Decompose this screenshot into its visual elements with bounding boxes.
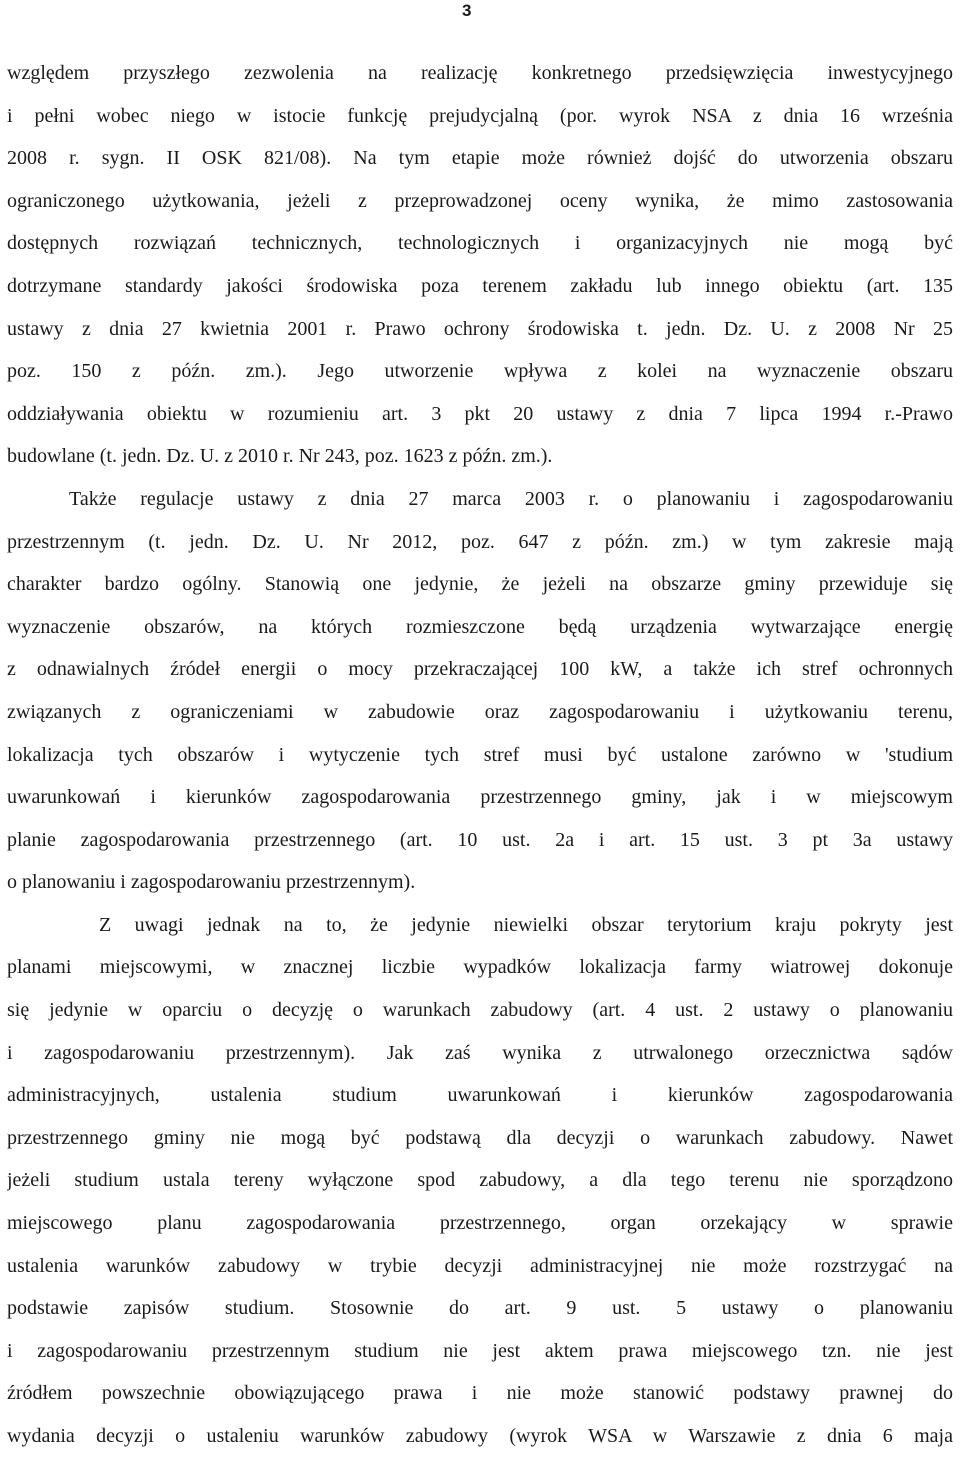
text-line: planami miejscowymi, w znacznej liczbie wypadków lokalizacja farmy wiatrowej dokonuje xyxy=(7,956,953,979)
text-line: się jedynie w oparciu o decyzję o warunkach zabudowy (art. 4 ust. 2 ustawy o planowaniu xyxy=(7,999,953,1022)
text-line: i zagospodarowaniu przestrzennym studium nie jest aktem prawa miejscowego tzn. nie jest xyxy=(7,1339,953,1362)
text-line: dostępnych rozwiązań technicznych, technologicznych i organizacyjnych nie mogą być xyxy=(7,232,953,255)
text-line: związanych z ograniczeniami w zabudowie oraz zagospodarowaniu i użytkowaniu terenu, xyxy=(7,700,953,723)
text-line: wyznaczenie obszarów, na których rozmieszczone będą urządzenia wytwarzające energię xyxy=(7,615,953,638)
text-line: miejscowego planu zagospodarowania przestrzennego, organ orzekający w sprawie xyxy=(7,1212,953,1235)
text-line: źródłem powszechnie obowiązującego prawa i nie może stanowić podstawy prawnej do xyxy=(7,1382,953,1405)
text-line: lokalizacja tych obszarów i wytyczenie tych stref musi być ustalone zarówno w 'studium xyxy=(7,743,953,766)
text-line: oddziaływania obiektu w rozumieniu art. 3 pkt 20 ustawy z dnia 7 lipca 1994 r.-Prawo xyxy=(7,402,953,425)
text-line: planie zagospodarowania przestrzennego (art. 10 ust. 2a i art. 15 ust. 3 pt 3a ustawy xyxy=(7,828,953,851)
paragraph-2 xyxy=(7,478,953,904)
text-line: o planowaniu i zagospodarowaniu przestrzennym). xyxy=(7,871,416,894)
paragraph-1 xyxy=(7,52,953,478)
text-line: 2008 r. sygn. II OSK 821/08). Na tym etapie może również dojść do utworzenia obszaru xyxy=(7,147,953,170)
text-line: Także regulacje ustawy z dnia 27 marca 2003 r. o planowaniu i zagospodarowaniu xyxy=(69,487,953,510)
text-line: budowlane (t. jedn. Dz. U. z 2010 r. Nr 243, poz. 1623 z późn. zm.). xyxy=(7,445,553,468)
text-line: uwarunkowań i kierunków zagospodarowania przestrzennego gminy, jak i w miejscowym xyxy=(7,786,953,809)
text-line: dotrzymane standardy jakości środowiska poza terenem zakładu lub innego obiektu (art. 135 xyxy=(7,274,953,297)
text-line: przestrzennego gminy nie mogą być podstawą dla decyzji o warunkach zabudowy. Nawet xyxy=(7,1126,953,1149)
text-line: i zagospodarowaniu przestrzennym). Jak zaś wynika z utrwalonego orzecznictwa sądów xyxy=(7,1041,953,1064)
text-line: ustawy z dnia 27 kwietnia 2001 r. Prawo ochrony środowiska t. jedn. Dz. U. z 2008 Nr 25 xyxy=(7,317,953,340)
text-line: Z uwagi jednak na to, że jedynie niewielki obszar terytorium kraju pokryty jest xyxy=(99,913,953,936)
document-body xyxy=(7,52,953,1458)
text-line: jeżeli studium ustala tereny wyłączone spod zabudowy, a dla tego terenu nie sporządzono xyxy=(7,1169,953,1192)
text-line: ograniczonego użytkowania, jeżeli z przeprowadzonej oceny wynika, że mimo zastosowania xyxy=(7,189,953,212)
text-line: charakter bardzo ogólny. Stanowią one jedynie, że jeżeli na obszarze gminy przewiduje się xyxy=(7,573,953,596)
text-line: i pełni wobec niego w istocie funkcję prejudycjalną (por. wyrok NSA z dnia 16 września xyxy=(7,104,953,127)
text-line: administracyjnych, ustalenia studium uwarunkowań i kierunków zagospodarowania xyxy=(7,1084,953,1107)
text-line: względem przyszłego zezwolenia na realizację konkretnego przedsięwzięcia inwestycyjnego xyxy=(7,62,953,84)
page-number: 3 xyxy=(462,1,472,20)
text-line: przestrzennym (t. jedn. Dz. U. Nr 2012, poz. 647 z późn. zm.) w tym zakresie mają xyxy=(7,530,953,553)
text-line: z odnawialnych źródeł energii o mocy przekraczającej 100 kW, a także ich stref ochronnych xyxy=(7,658,953,681)
text-line: ustalenia warunków zabudowy w trybie decyzji administracyjnej nie może rozstrzygać na xyxy=(7,1254,953,1277)
text-line: poz. 150 z późn. zm.). Jego utworzenie wpływa z kolei na wyznaczenie obszaru xyxy=(7,360,953,383)
text-line: podstawie zapisów studium. Stosownie do art. 9 ust. 5 ustawy o planowaniu xyxy=(7,1297,953,1320)
text-line: wydania decyzji o ustaleniu warunków zabudowy (wyrok WSA w Warszawie z dnia 6 maja xyxy=(7,1425,953,1447)
paragraph-3 xyxy=(7,904,953,1458)
